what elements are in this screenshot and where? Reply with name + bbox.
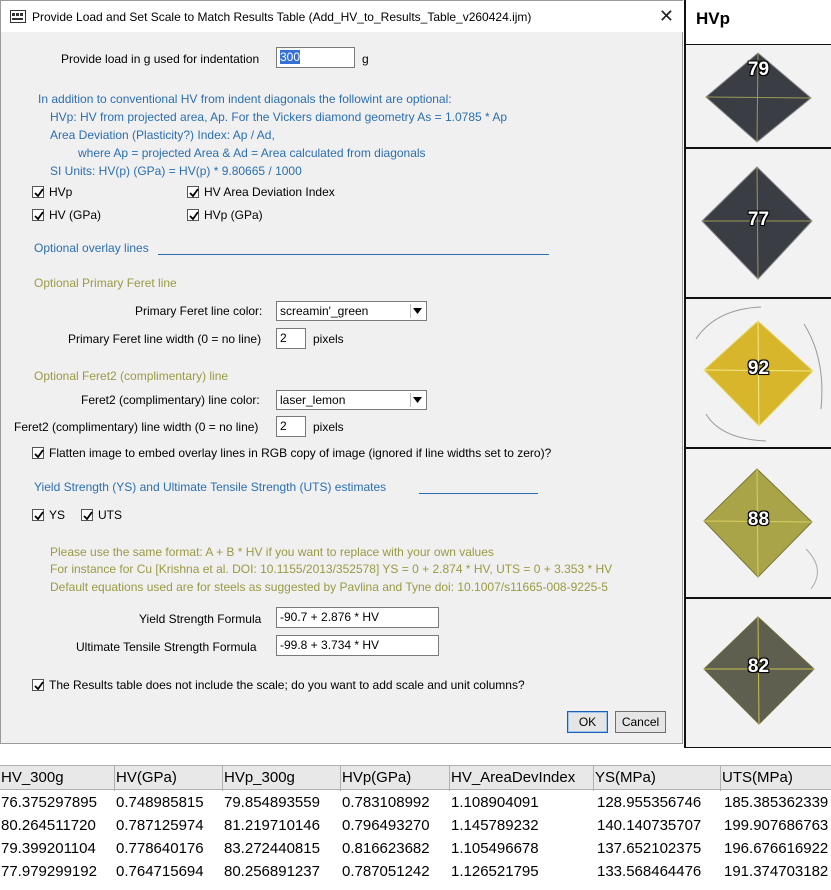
- uts-checkbox[interactable]: [81, 508, 122, 522]
- flatten-checkbox[interactable]: [32, 446, 551, 460]
- montage-header: [684, 0, 831, 44]
- table-cell: 80.264511720: [1, 817, 96, 834]
- uts-formula-value: -99.8 + 3.734 * HV: [280, 638, 380, 652]
- table-cell: 83.272440815: [224, 840, 320, 857]
- uts-formula-label: Ultimate Tensile Strength Formula: [76, 640, 257, 654]
- montage-title: HVp: [696, 9, 730, 28]
- table-cell: 76.375297895: [1, 794, 97, 811]
- table-cell: 199.907686763: [724, 817, 829, 834]
- indent-tile-2[interactable]: [686, 149, 831, 297]
- feret2-width-value: 2: [280, 419, 287, 433]
- primary-width-unit: pixels: [313, 332, 344, 346]
- table-cell: 1.145789232: [451, 817, 539, 834]
- table-cell: 137.652102375: [597, 840, 702, 857]
- column-header-area-dev-index[interactable]: HV_AreaDevIndex: [450, 766, 594, 791]
- ys-formula-input[interactable]: [276, 607, 439, 628]
- feret2-color-value: laser_lemon: [280, 393, 346, 407]
- indent-value-3: 92: [747, 358, 770, 379]
- indent-tile-4[interactable]: [686, 449, 831, 597]
- feret2-color-dropdown[interactable]: [276, 390, 427, 410]
- table-cell: 0.764715694: [116, 863, 204, 880]
- uts-checkbox-label: UTS: [98, 508, 122, 522]
- table-cell: 80.256891237: [224, 863, 320, 880]
- indent-value-5: 82: [747, 656, 770, 677]
- indent-tile-5[interactable]: [686, 599, 831, 747]
- feret2-color-label: Feret2 (complimentary) line color:: [81, 393, 260, 407]
- column-header-hv-gpa[interactable]: HV(GPa): [115, 766, 223, 791]
- table-cell: 79.854893559: [224, 794, 320, 811]
- info-line-2: HVp: HV from projected area, Ap. For the Vickers diamond geometry As = 1.0785 * Ap: [50, 110, 508, 124]
- primary-color-value: screamin'_green: [280, 304, 369, 318]
- scale-checkbox[interactable]: [32, 678, 525, 692]
- checkbox-checked-icon: [81, 509, 93, 521]
- load-unit: g: [362, 52, 369, 66]
- primary-color-dropdown[interactable]: [276, 301, 427, 321]
- checkbox-checked-icon: [32, 186, 44, 198]
- title-bar[interactable]: [1, 1, 684, 32]
- chevron-down-icon: [410, 304, 424, 318]
- indent-tile-1[interactable]: [686, 45, 831, 147]
- table-cell: 0.778640176: [116, 840, 204, 857]
- hv-gpa-checkbox-label: HV (GPa): [49, 208, 102, 222]
- feret2-width-unit: pixels: [313, 420, 344, 434]
- area-deviation-checkbox-label: HV Area Deviation Index: [204, 185, 335, 199]
- table-cell: 1.126521795: [451, 863, 539, 880]
- table-cell: 191.374703182: [724, 863, 829, 880]
- dialog-title: Provide Load and Set Scale to Match Results Table (Add_HV_to_Results_Table_v260424.ijm): [32, 9, 532, 24]
- ys-checkbox[interactable]: [32, 508, 65, 522]
- primary-width-label: Primary Feret line width (0 = no line): [68, 332, 262, 346]
- scale-checkbox-label: The Results table does not include the scale; do you want to add scale and unit columns?: [49, 678, 525, 692]
- strength-heading-rule: [419, 493, 538, 494]
- checkbox-checked-icon: [32, 209, 44, 221]
- ys-formula-value: -90.7 + 2.876 * HV: [280, 610, 380, 624]
- primary-color-label: Primary Feret line color:: [135, 304, 263, 318]
- table-cell: 81.219710146: [224, 817, 320, 834]
- table-cell: 0.787125974: [116, 817, 204, 834]
- table-cell: 77.979299192: [1, 863, 97, 880]
- overlay-heading: Optional overlay lines: [34, 241, 149, 255]
- ys-checkbox-label: YS: [49, 508, 66, 522]
- primary-feret-heading: Optional Primary Feret line: [34, 276, 177, 290]
- table-cell: 0.783108992: [342, 794, 430, 811]
- hvp-gpa-checkbox-label: HVp (GPa): [204, 208, 263, 222]
- format-line-2: For instance for Cu [Krishna et al. DOI: 10.1155/2013/352578] YS = 0 + 2.874 * HV, UTS = 0 + 3.353 * HV: [50, 562, 613, 576]
- table-row[interactable]: [0, 814, 831, 837]
- format-line-3: Default equations used are for steels as suggested by Pavlina and Tyne doi: 10.1007/s11665-008-9225-5: [50, 580, 608, 594]
- table-cell: 185.385362339: [724, 794, 829, 811]
- indent-value-1: 79: [747, 59, 770, 80]
- overlay-heading-rule: [158, 254, 549, 255]
- table-row[interactable]: [0, 791, 831, 814]
- hvp-checkbox[interactable]: [32, 185, 72, 199]
- table-cell: 0.796493270: [342, 817, 430, 834]
- checkbox-checked-icon: [32, 509, 44, 521]
- table-row[interactable]: [0, 860, 831, 883]
- results-table: [0, 765, 831, 890]
- load-input[interactable]: [276, 47, 355, 68]
- format-line-1: Please use the same format: A + B * HV if you want to replace with your own values: [50, 545, 494, 559]
- indent-value-2: 77: [747, 209, 770, 230]
- indent-montage: [684, 0, 831, 748]
- feret2-width-label: Feret2 (complimentary) line width (0 = no line): [14, 420, 259, 434]
- indent-tile-3[interactable]: [686, 299, 831, 447]
- checkbox-checked-icon: [187, 209, 199, 221]
- load-label: Provide load in g used for indentation: [61, 52, 260, 66]
- column-header-hvp-gpa[interactable]: HVp(GPa): [341, 766, 450, 791]
- load-input-value: 300: [280, 50, 301, 64]
- results-table-header: [0, 765, 831, 790]
- uts-formula-input[interactable]: [276, 635, 439, 656]
- imagej-app-icon: [10, 10, 26, 23]
- info-line-4: where Ap = projected Area & Ad = Area calculated from diagonals: [78, 146, 426, 160]
- column-header-ys[interactable]: YS(MPa): [594, 766, 721, 791]
- table-cell: 79.399201104: [1, 840, 96, 857]
- column-header-hv[interactable]: HV_300g: [0, 766, 115, 791]
- table-row[interactable]: [0, 837, 831, 860]
- feret2-width-input[interactable]: [276, 416, 306, 437]
- close-icon[interactable]: ✕: [658, 6, 674, 26]
- hvp-checkbox-label: HVp: [49, 185, 73, 199]
- flatten-checkbox-label: Flatten image to embed overlay lines in RGB copy of image (ignored if line widths set to zero)?: [49, 446, 552, 460]
- ys-formula-label: Yield Strength Formula: [139, 612, 262, 626]
- table-cell: 133.568464476: [597, 863, 702, 880]
- table-cell: 140.140735707: [597, 817, 702, 834]
- feret2-heading: Optional Feret2 (complimentary) line: [34, 369, 229, 383]
- indent-value-4: 88: [747, 509, 770, 530]
- chevron-down-icon: [410, 393, 424, 407]
- table-cell: 0.787051242: [342, 863, 430, 880]
- checkbox-checked-icon: [32, 679, 44, 691]
- table-cell: 1.108904091: [451, 794, 539, 811]
- hvp-gpa-checkbox[interactable]: [187, 208, 263, 222]
- ok-button[interactable]: OK: [567, 711, 608, 733]
- strength-heading: Yield Strength (YS) and Ultimate Tensile Strength (UTS) estimates: [34, 480, 387, 494]
- table-cell: 0.748985815: [116, 794, 204, 811]
- info-line-1: In addition to conventional HV from indent diagonals the followint are optional:: [38, 92, 452, 106]
- area-deviation-checkbox[interactable]: [187, 185, 335, 199]
- primary-width-input[interactable]: [276, 328, 306, 349]
- checkbox-checked-icon: [32, 447, 44, 459]
- info-line-5: SI Units: HV(p) (GPa) = HV(p) * 9.80665 / 1000: [50, 164, 302, 178]
- cancel-button[interactable]: Cancel: [615, 711, 666, 733]
- hv-gpa-checkbox[interactable]: [32, 208, 101, 222]
- column-header-hvp[interactable]: HVp_300g: [223, 766, 341, 791]
- primary-width-value: 2: [280, 331, 287, 345]
- column-header-uts[interactable]: UTS(MPa): [722, 769, 793, 786]
- info-line-3: Area Deviation (Plasticity?) Index: Ap / Ad,: [50, 128, 275, 142]
- table-cell: 1.105496678: [451, 840, 539, 857]
- table-cell: 128.955356746: [597, 794, 702, 811]
- checkbox-checked-icon: [187, 186, 199, 198]
- table-cell: 196.676616922: [724, 840, 829, 857]
- table-cell: 0.816623682: [342, 840, 430, 857]
